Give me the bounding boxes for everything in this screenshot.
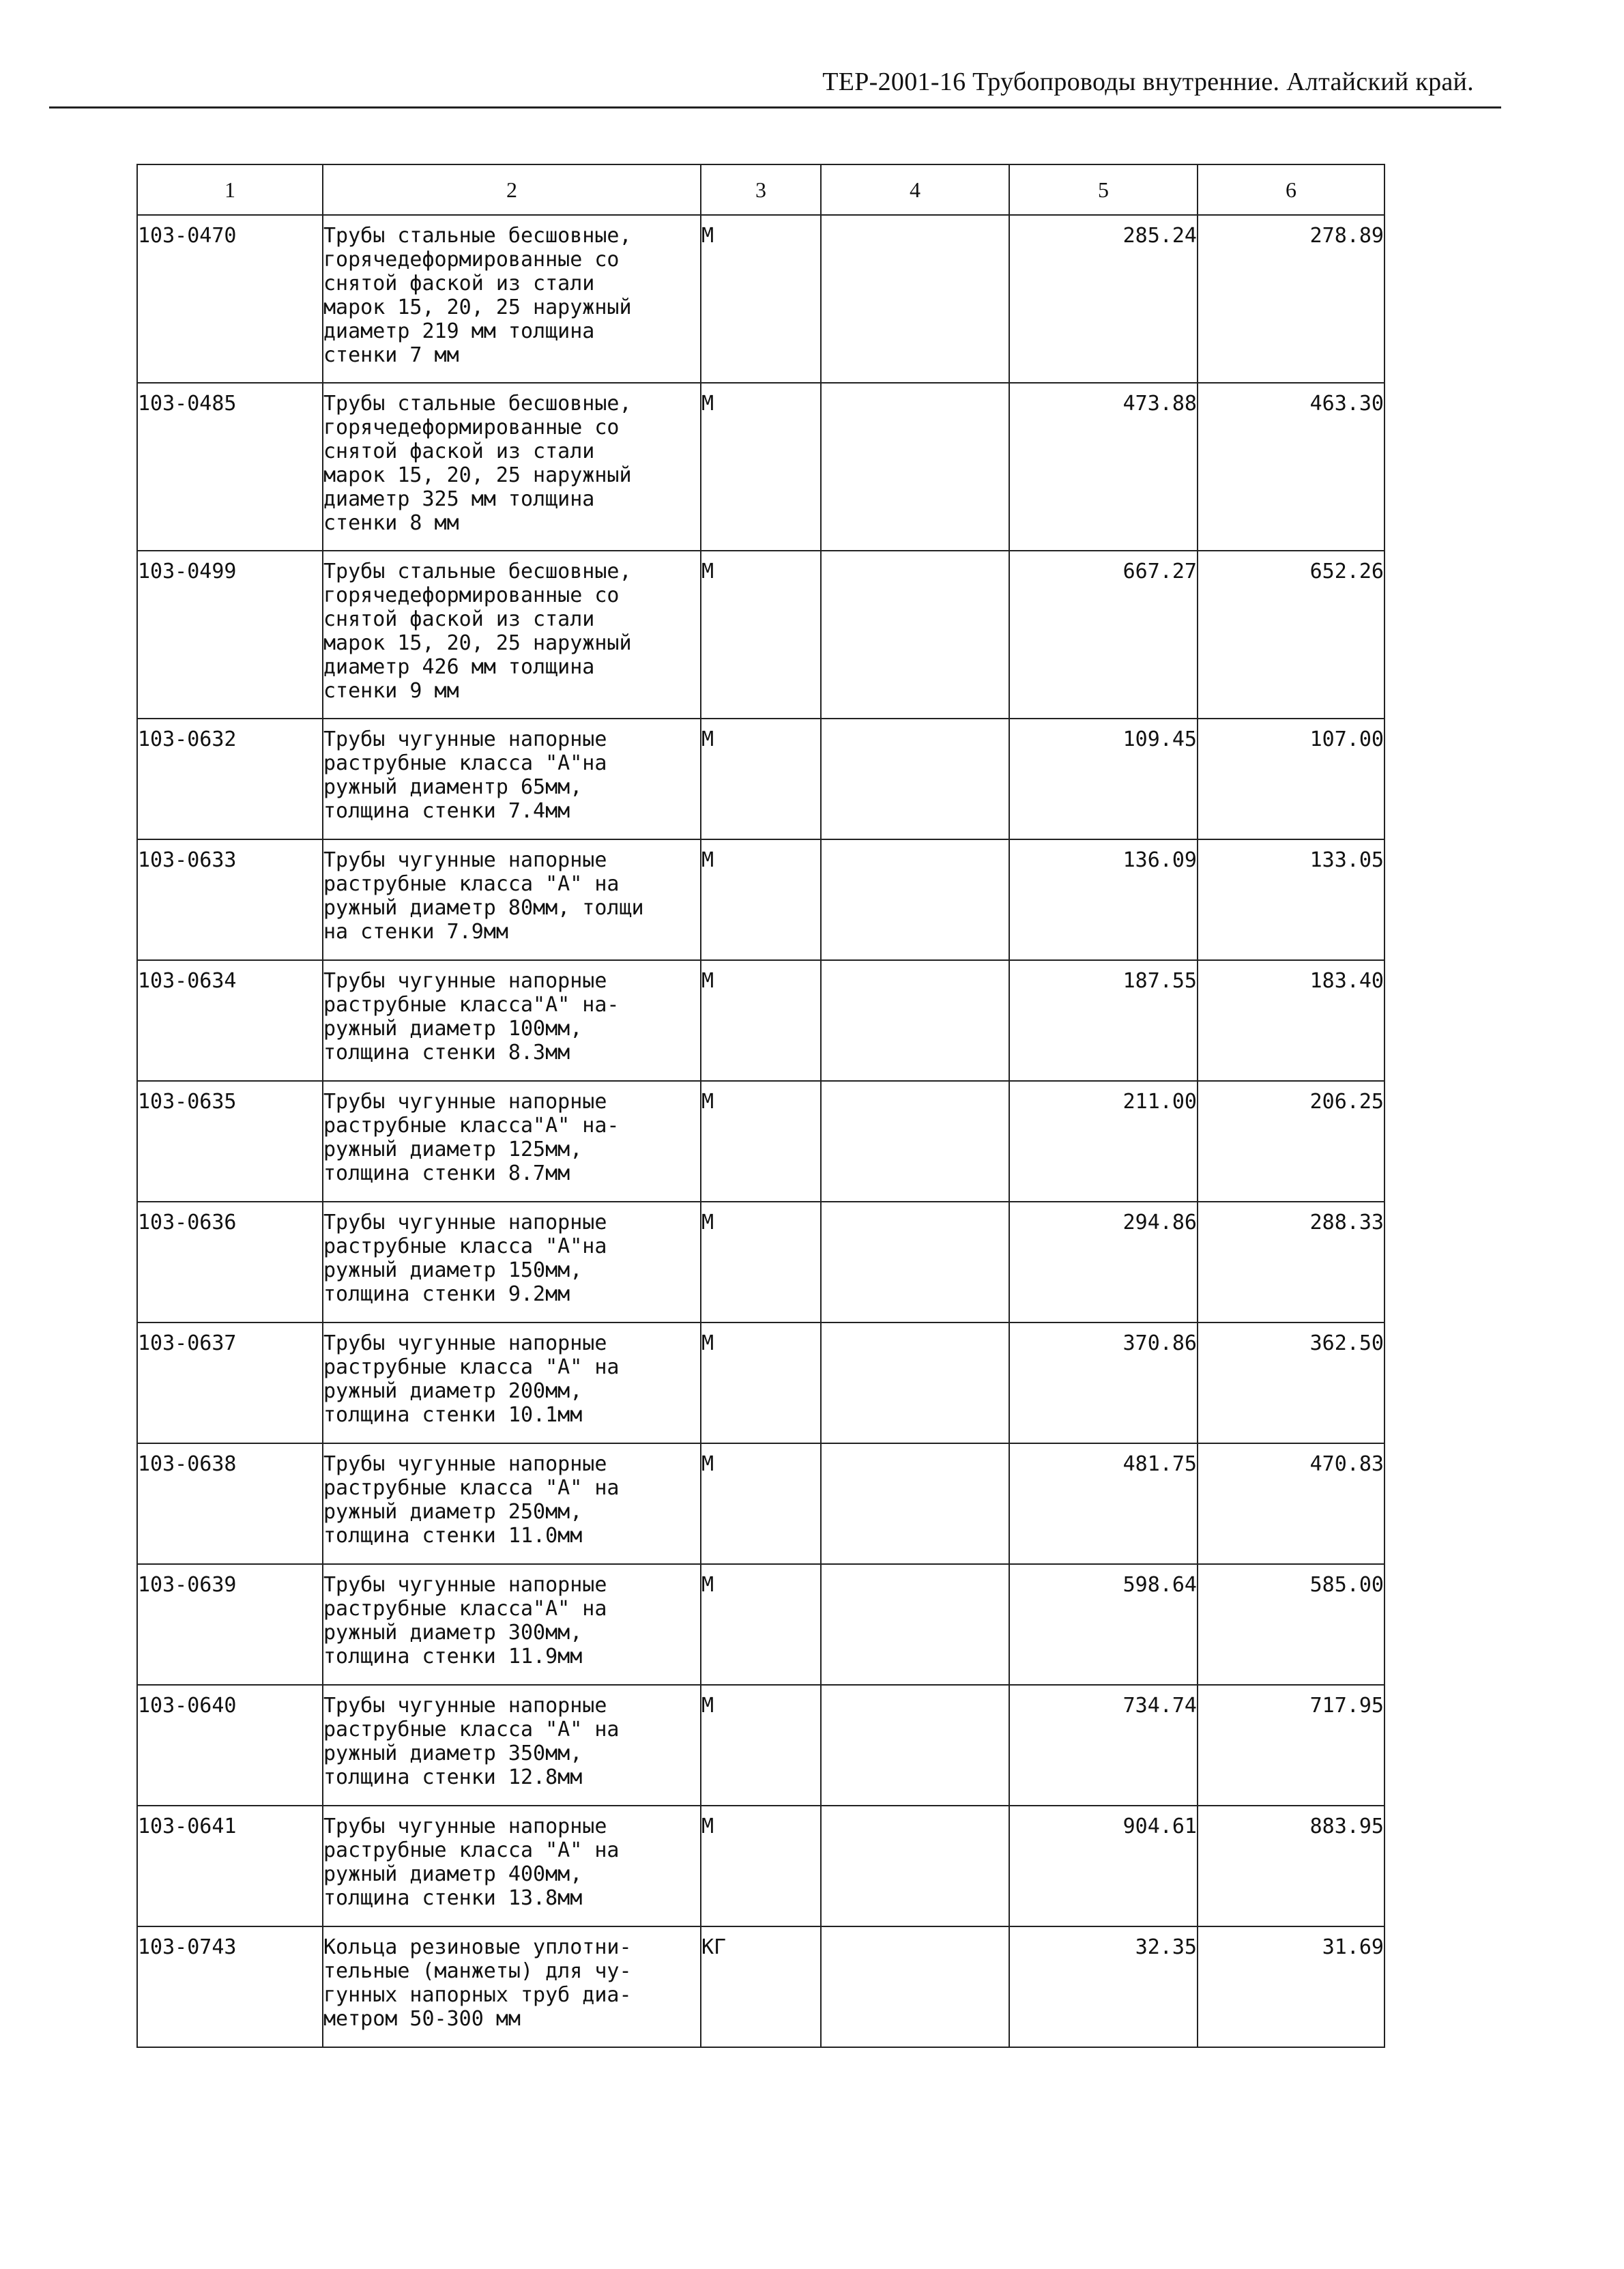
row-code: 103-0639 (137, 1564, 323, 1685)
row-price-5: 136.09 (1009, 839, 1198, 960)
row-price-5: 187.55 (1009, 960, 1198, 1081)
row-col4 (821, 1323, 1009, 1443)
table-row (137, 960, 1384, 1081)
row-unit: М (701, 960, 821, 1081)
row-price-6: 883.95 (1198, 1806, 1384, 1926)
table-row (137, 1685, 1384, 1806)
table-row (137, 1202, 1384, 1323)
row-name: Трубы чугунные напорные раструбные класса "А" на ружный диаметр 350мм, толщина стенки 12.8мм (323, 1685, 701, 1806)
column-header-4: 4 (821, 164, 1009, 215)
row-name: Трубы чугунные напорные раструбные класса"А" на ружный диаметр 300мм, толщина стенки 11.9мм (323, 1564, 701, 1685)
row-unit: М (701, 383, 821, 551)
row-unit: М (701, 551, 821, 719)
table-row (137, 551, 1384, 719)
row-name: Трубы чугунные напорные раструбные класса "А"на ружный диаментр 65мм, толщина стенки 7.4мм (323, 719, 701, 839)
row-price-5: 294.86 (1009, 1202, 1198, 1323)
row-price-6: 362.50 (1198, 1323, 1384, 1443)
row-price-6: 107.00 (1198, 719, 1384, 839)
row-code: 103-0743 (137, 1926, 323, 2047)
row-price-6: 652.26 (1198, 551, 1384, 719)
table-row (137, 1443, 1384, 1564)
row-code: 103-0636 (137, 1202, 323, 1323)
row-col4 (821, 960, 1009, 1081)
row-code: 103-0632 (137, 719, 323, 839)
row-col4 (821, 839, 1009, 960)
header-rule (49, 106, 1501, 109)
row-price-5: 473.88 (1009, 383, 1198, 551)
row-price-5: 667.27 (1009, 551, 1198, 719)
row-unit: М (701, 1323, 821, 1443)
row-col4 (821, 1564, 1009, 1685)
row-code: 103-0633 (137, 839, 323, 960)
row-code: 103-0499 (137, 551, 323, 719)
row-code: 103-0638 (137, 1443, 323, 1564)
row-unit: М (701, 1081, 821, 1202)
row-price-5: 32.35 (1009, 1926, 1198, 2047)
row-price-6: 470.83 (1198, 1443, 1384, 1564)
table-row (137, 1081, 1384, 1202)
row-unit: М (701, 1202, 821, 1323)
row-price-5: 904.61 (1009, 1806, 1198, 1926)
row-unit: КГ (701, 1926, 821, 2047)
row-col4 (821, 551, 1009, 719)
table-row (137, 1564, 1384, 1685)
row-price-5: 734.74 (1009, 1685, 1198, 1806)
row-col4 (821, 1926, 1009, 2047)
price-table (136, 164, 1385, 2048)
row-unit: М (701, 215, 821, 383)
row-code: 103-0641 (137, 1806, 323, 1926)
row-code: 103-0640 (137, 1685, 323, 1806)
row-price-6: 183.40 (1198, 960, 1384, 1081)
row-name: Трубы стальные бесшовные, горячедеформированные со снятой фаской из стали марок 15, 20, 25 наружный диаметр 426 мм толщина стенки 9 мм (323, 551, 701, 719)
row-col4 (821, 1806, 1009, 1926)
row-name: Трубы чугунные напорные раструбные класса "А" на ружный диаметр 250мм, толщина стенки 11.0мм (323, 1443, 701, 1564)
row-price-5: 598.64 (1009, 1564, 1198, 1685)
table-row (137, 383, 1384, 551)
row-col4 (821, 1685, 1009, 1806)
row-code: 103-0485 (137, 383, 323, 551)
row-name: Кольца резиновые уплотни- тельные (манжеты) для чу- гунных напорных труб диа- метром 50-300 мм (323, 1926, 701, 2047)
row-name: Трубы стальные бесшовные, горячедеформированные со снятой фаской из стали марок 15, 20, 25 наружный диаметр 325 мм толщина стенки 8 мм (323, 383, 701, 551)
row-unit: М (701, 1564, 821, 1685)
row-name: Трубы чугунные напорные раструбные класса"А" на- ружный диаметр 125мм, толщина стенки 8.7мм (323, 1081, 701, 1202)
row-price-6: 463.30 (1198, 383, 1384, 551)
row-price-6: 288.33 (1198, 1202, 1384, 1323)
row-name: Трубы чугунные напорные раструбные класса "А"на ружный диаметр 150мм, толщина стенки 9.2мм (323, 1202, 701, 1323)
column-header-3: 3 (701, 164, 821, 215)
column-header-1: 1 (137, 164, 323, 215)
column-number-row (137, 164, 1384, 215)
table-row (137, 1323, 1384, 1443)
row-code: 103-0635 (137, 1081, 323, 1202)
row-price-6: 31.69 (1198, 1926, 1384, 2047)
row-unit: М (701, 1443, 821, 1564)
column-header-6: 6 (1198, 164, 1384, 215)
row-name: Трубы чугунные напорные раструбные класса "А" на ружный диаметр 400мм, толщина стенки 13.8мм (323, 1806, 701, 1926)
row-col4 (821, 383, 1009, 551)
row-code: 103-0470 (137, 215, 323, 383)
row-col4 (821, 1443, 1009, 1564)
row-col4 (821, 719, 1009, 839)
row-price-5: 285.24 (1009, 215, 1198, 383)
row-price-5: 481.75 (1009, 1443, 1198, 1564)
row-unit: М (701, 719, 821, 839)
row-code: 103-0634 (137, 960, 323, 1081)
row-price-6: 717.95 (1198, 1685, 1384, 1806)
row-price-6: 206.25 (1198, 1081, 1384, 1202)
row-price-6: 133.05 (1198, 839, 1384, 960)
table-row (137, 839, 1384, 960)
row-name: Трубы чугунные напорные раструбные класса "А" на ружный диаметр 80мм, толщи на стенки 7.9мм (323, 839, 701, 960)
row-price-5: 211.00 (1009, 1081, 1198, 1202)
row-col4 (821, 1081, 1009, 1202)
row-name: Трубы чугунные напорные раструбные класса "А" на ружный диаметр 200мм, толщина стенки 10.1мм (323, 1323, 701, 1443)
row-price-5: 109.45 (1009, 719, 1198, 839)
table-row (137, 1926, 1384, 2047)
row-code: 103-0637 (137, 1323, 323, 1443)
table-row (137, 1806, 1384, 1926)
row-col4 (821, 215, 1009, 383)
row-price-6: 585.00 (1198, 1564, 1384, 1685)
table-row (137, 719, 1384, 839)
column-header-5: 5 (1009, 164, 1198, 215)
table-row (137, 215, 1384, 383)
row-price-5: 370.86 (1009, 1323, 1198, 1443)
page-title: ТЕР-2001-16 Трубопроводы внутренние. Алтайский край. (822, 68, 1474, 96)
row-unit: М (701, 839, 821, 960)
column-header-2: 2 (323, 164, 701, 215)
row-unit: М (701, 1806, 821, 1926)
row-price-6: 278.89 (1198, 215, 1384, 383)
row-col4 (821, 1202, 1009, 1323)
row-name: Трубы чугунные напорные раструбные класса"А" на- ружный диаметр 100мм, толщина стенки 8.3мм (323, 960, 701, 1081)
row-unit: М (701, 1685, 821, 1806)
row-name: Трубы стальные бесшовные, горячедеформированные со снятой фаской из стали марок 15, 20, 25 наружный диаметр 219 мм толщина стенки 7 мм (323, 215, 701, 383)
